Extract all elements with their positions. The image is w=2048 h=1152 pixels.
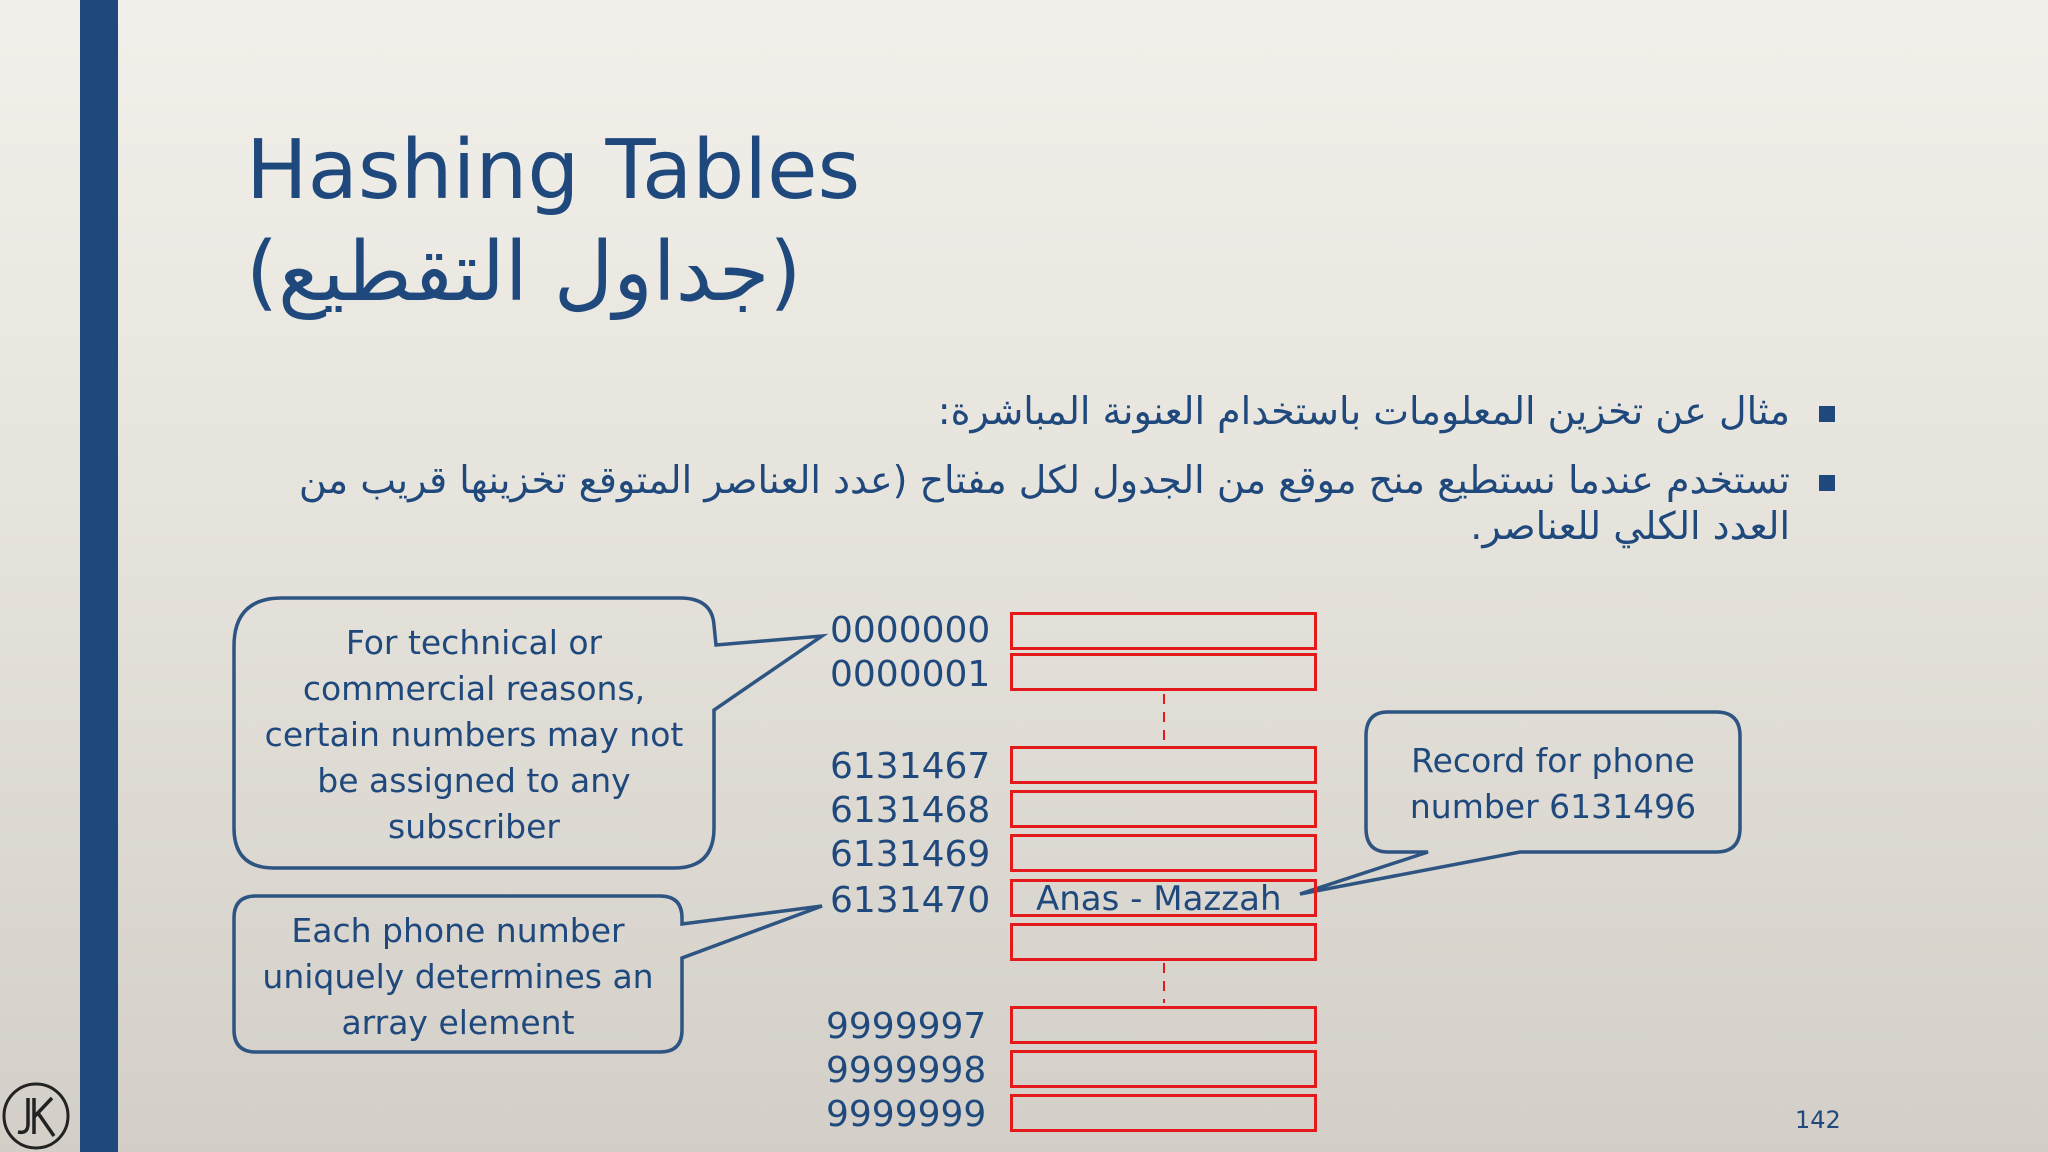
array-cell	[1010, 1006, 1317, 1044]
array-cell	[1010, 923, 1317, 961]
title-arabic: (جداول التقطيع)	[246, 225, 802, 320]
index-label: 0000000	[830, 610, 991, 651]
title-english: Hashing Tables	[246, 123, 861, 218]
bullet-item	[260, 457, 1835, 549]
record-value: Anas - Mazzah	[1036, 879, 1282, 919]
bullet-text: تستخدم عندما نستطيع منح موقع من الجدول لكل مفتاح (عدد العناصر المتوقع تخزينها قريب من العدد الكلي للعناصر.	[298, 458, 1790, 548]
callout-line: subscriber	[388, 807, 560, 846]
callout-line: Record for phone	[1411, 741, 1695, 780]
array-cell	[1010, 612, 1317, 650]
index-label: 9999999	[826, 1094, 987, 1135]
callout-line: commercial reasons,	[302, 669, 646, 708]
callout-reasons-text	[234, 620, 714, 850]
index-label: 9999997	[826, 1006, 987, 1047]
callout-line: For technical or	[345, 623, 603, 662]
index-label: 6131470	[830, 880, 991, 921]
jk-logo-icon	[0, 1080, 72, 1152]
array-cell	[1010, 653, 1317, 691]
bullet-text: مثال عن تخزين المعلومات باستخدام العنونة المباشرة:	[937, 389, 1790, 433]
page-number: 142	[1795, 1106, 1841, 1134]
array-cell	[1010, 834, 1317, 872]
index-label: 6131468	[830, 790, 991, 831]
left-accent-bar	[80, 0, 118, 1152]
callout-line: Each phone number	[291, 911, 625, 950]
array-cell	[1010, 790, 1317, 828]
square-bullet-icon	[1819, 406, 1835, 422]
callout-record-text	[1366, 738, 1740, 830]
bullet-list	[260, 388, 1835, 572]
index-label: 6131469	[830, 834, 991, 875]
bullet-item	[260, 388, 1835, 434]
square-bullet-icon	[1819, 475, 1835, 491]
index-label: 9999998	[826, 1050, 987, 1091]
index-label: 6131467	[830, 746, 991, 787]
index-label: 0000001	[830, 654, 991, 695]
callout-line: array element	[341, 1003, 575, 1042]
callout-unique-text	[234, 908, 682, 1046]
array-cell	[1010, 1094, 1317, 1132]
callout-line: be assigned to any	[317, 761, 631, 800]
array-cell	[1010, 746, 1317, 784]
callout-line: uniquely determines an	[262, 957, 654, 996]
array-cell	[1010, 1050, 1317, 1088]
slide-title	[246, 120, 860, 324]
callout-line: number 6131496	[1409, 787, 1697, 826]
callout-line: certain numbers may not	[264, 715, 684, 754]
